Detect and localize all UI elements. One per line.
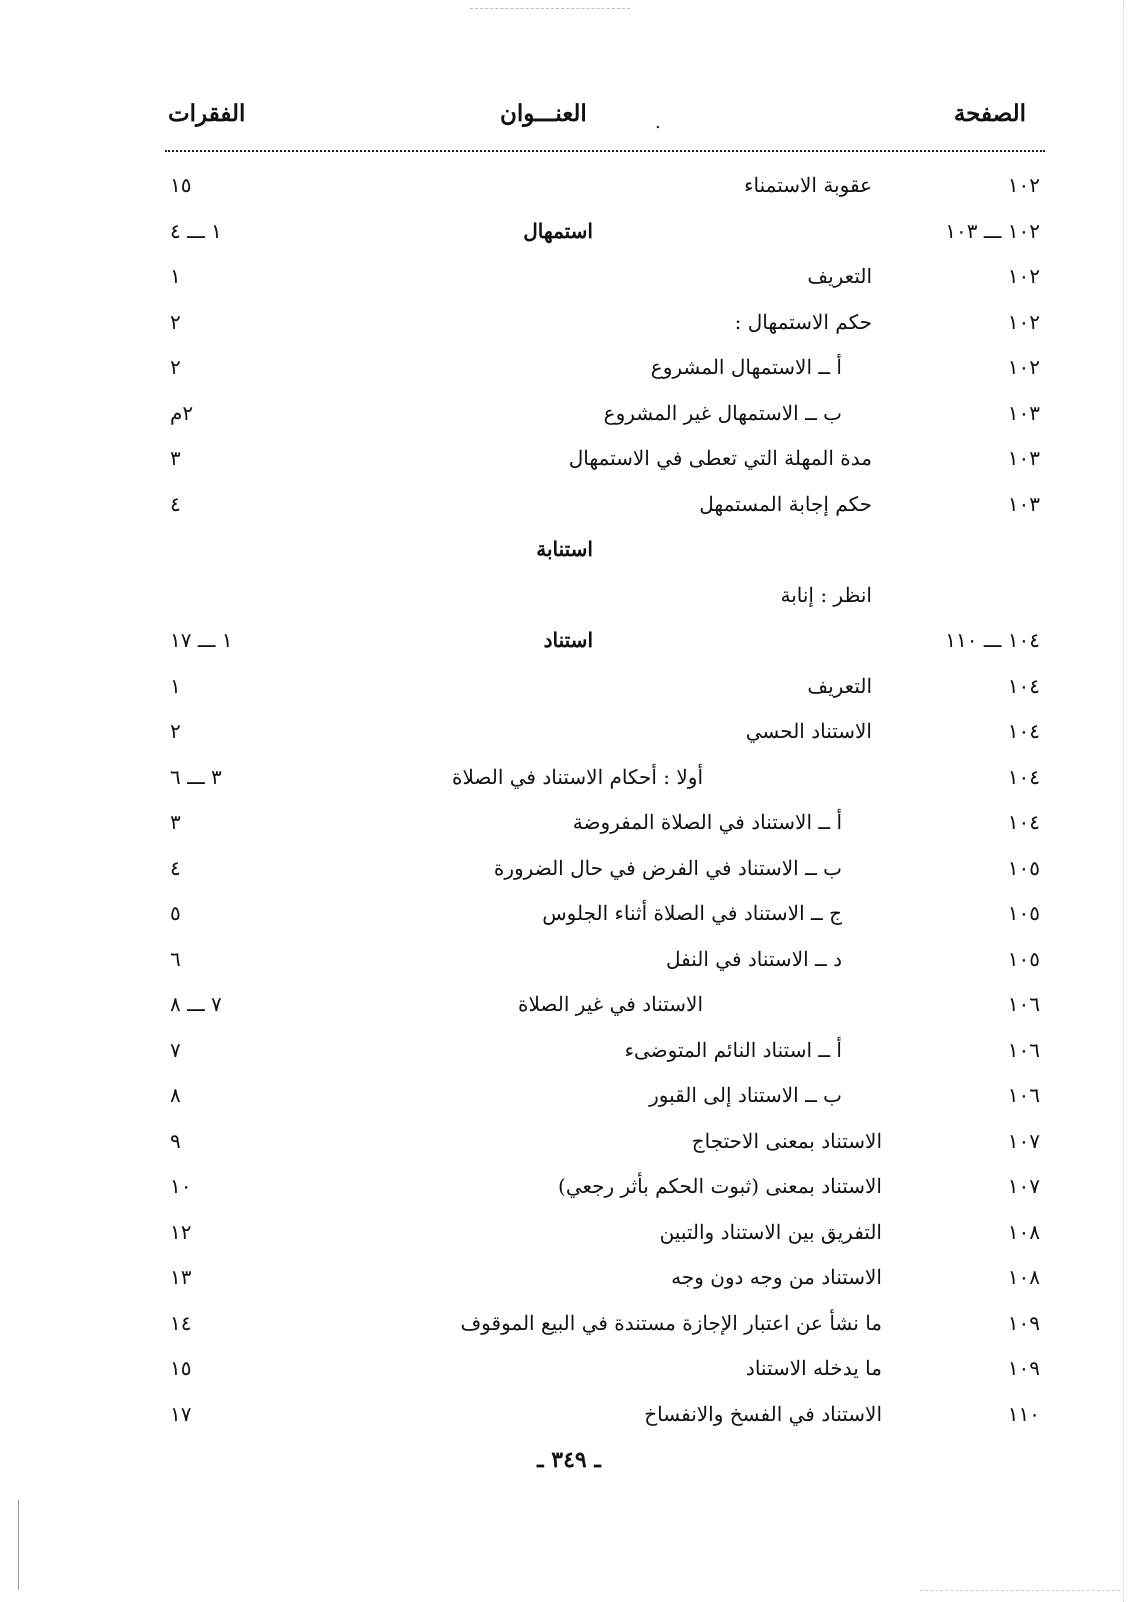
row-page: ١٠٩ — [1007, 1310, 1040, 1335]
row-paragraphs: ٨ — [170, 1083, 181, 1107]
row-paragraphs: ٤ — [170, 855, 181, 880]
row-title: انظر : إنابة — [780, 582, 872, 607]
table-row — [0, 1399, 1138, 1445]
row-paragraphs: ٧ — [170, 1037, 181, 1062]
row-page: ١٠٨ — [1007, 1219, 1040, 1244]
table-row — [0, 853, 1138, 899]
row-paragraphs: ٣ — [170, 810, 181, 834]
table-row — [0, 1171, 1138, 1217]
row-title: أولا : أحكام الاستناد في الصلاة — [451, 764, 703, 789]
header-dot: . — [655, 112, 661, 133]
row-paragraphs: ٩ — [170, 1128, 181, 1153]
row-paragraphs: ١٥ — [170, 1356, 192, 1380]
row-page: ١٠٤ — [1007, 764, 1040, 789]
row-page: ١٠٢ — [1007, 264, 1040, 288]
row-paragraphs: ٢ — [170, 355, 181, 379]
row-page: ١٠٣ — [1007, 446, 1040, 470]
row-title: ب ــ الاستمهال غير المشروع — [603, 400, 842, 425]
row-page: ١٠٧ — [1007, 1128, 1040, 1153]
table-row — [0, 1126, 1138, 1172]
row-page: ١٠٦ — [1007, 992, 1040, 1016]
row-paragraphs: ٣ ـــ ٦ — [170, 764, 222, 789]
row-title: أ ــ الاستمهال المشروع — [650, 355, 842, 379]
row-title: استمهال — [523, 218, 593, 243]
table-row — [0, 762, 1138, 808]
row-paragraphs: ٧ ـــ ٨ — [170, 992, 222, 1016]
row-page: ١٠٥ — [1007, 946, 1040, 971]
row-paragraphs: ١٥ — [170, 173, 192, 197]
row-page: ١٠٣ — [1007, 400, 1040, 425]
table-row — [0, 671, 1138, 717]
table-row — [0, 261, 1138, 307]
index-table — [0, 170, 1138, 1444]
bottom-scan-rule — [920, 1590, 1120, 1591]
table-row — [0, 307, 1138, 353]
row-paragraphs: ١٤ — [170, 1310, 192, 1335]
row-paragraphs: ٣ — [170, 446, 181, 470]
row-page: ١٠٥ — [1007, 901, 1040, 925]
table-row — [0, 989, 1138, 1035]
row-paragraphs: ٢ — [170, 719, 181, 743]
row-page: ١٠٦ — [1007, 1083, 1040, 1107]
table-row — [0, 1080, 1138, 1126]
table-row — [0, 1262, 1138, 1308]
row-paragraphs: ١٧ — [170, 1401, 192, 1426]
table-row — [0, 1217, 1138, 1263]
row-title: مدة المهلة التي تعطى في الاستمهال — [568, 446, 872, 470]
row-paragraphs: ١٣ — [170, 1265, 192, 1289]
row-title: الاستناد في غير الصلاة — [517, 992, 703, 1016]
row-paragraphs: ٦ — [170, 946, 181, 971]
row-title: حكم الاستمهال : — [734, 309, 872, 334]
row-paragraphs: ١٠ — [170, 1174, 192, 1198]
row-page: ١٠٢ — [1007, 173, 1040, 197]
table-row — [0, 489, 1138, 535]
row-paragraphs: ٢ — [170, 309, 181, 334]
row-title: الاستناد بمعنى (ثبوت الحكم بأثر رجعي) — [558, 1174, 882, 1198]
left-edge-line — [18, 1500, 19, 1590]
header-dotted-rule — [165, 150, 1045, 152]
row-page: ١٠٤ — [1007, 810, 1040, 834]
row-title: الاستناد الحسي — [745, 719, 872, 743]
header-paragraphs-label: الفقرات — [168, 100, 246, 127]
table-row — [0, 580, 1138, 626]
row-title: ب ــ الاستناد إلى القبور — [649, 1083, 842, 1107]
row-paragraphs: ١ — [170, 673, 181, 698]
table-row — [0, 716, 1138, 762]
table-row — [0, 944, 1138, 990]
table-row — [0, 534, 1138, 580]
page-number: ـ ٣٤٩ ـ — [537, 1447, 601, 1473]
header-title-label: العنـــوان — [500, 100, 587, 127]
row-page: ١٠٣ — [1007, 491, 1040, 516]
table-row — [0, 1353, 1138, 1399]
table-row — [0, 398, 1138, 444]
row-page: ١٠٦ — [1007, 1037, 1040, 1062]
row-title: استناد — [543, 628, 593, 652]
table-row — [0, 1035, 1138, 1081]
row-title: الاستناد بمعنى الاحتجاج — [691, 1128, 882, 1153]
row-title: عقوبة الاستمناء — [744, 173, 872, 197]
row-paragraphs: ٢م — [170, 400, 194, 425]
row-title: أ ــ الاستناد في الصلاة المفروضة — [572, 810, 842, 834]
row-paragraphs: ١ ـــ ١٧ — [170, 628, 233, 652]
row-title: استنابة — [536, 537, 593, 561]
row-title: ب ــ الاستناد في الفرض في حال الضرورة — [493, 855, 842, 880]
row-title: حكم إجابة المستمهل — [699, 491, 872, 516]
header-page-label: الصفحة — [953, 100, 1026, 127]
row-paragraphs: ١ — [170, 264, 181, 288]
table-row — [0, 625, 1138, 671]
row-page: ١١٠ — [1007, 1401, 1040, 1426]
row-page: ١٠٤ — [1007, 719, 1040, 743]
table-row — [0, 1308, 1138, 1354]
table-row — [0, 352, 1138, 398]
table-row — [0, 807, 1138, 853]
row-title: ما نشأ عن اعتبار الإجازة مستندة في البيع الموقوف — [460, 1310, 882, 1335]
row-title: الاستناد من وجه دون وجه — [671, 1265, 882, 1289]
row-page: ١٠٧ — [1007, 1174, 1040, 1198]
row-title: ج ــ الاستناد في الصلاة أثناء الجلوس — [542, 901, 842, 925]
row-page: ١٠٢ — [1007, 309, 1040, 334]
row-page: ١٠٤ — [1007, 673, 1040, 698]
table-row — [0, 216, 1138, 262]
top-scan-rule — [470, 8, 630, 9]
row-page: ١٠٢ ـــ ١٠٣ — [945, 218, 1040, 243]
row-paragraphs: ٤ — [170, 491, 181, 516]
row-page: ١٠٥ — [1007, 855, 1040, 880]
row-page: ١٠٩ — [1007, 1356, 1040, 1380]
table-row — [0, 898, 1138, 944]
row-page: ١٠٢ — [1007, 355, 1040, 379]
row-title: ما يدخله الاستناد — [745, 1356, 882, 1380]
row-page: ١٠٨ — [1007, 1265, 1040, 1289]
table-row — [0, 170, 1138, 216]
row-title: التعريف — [807, 673, 872, 698]
row-title: التعريف — [807, 264, 872, 288]
row-title: الاستناد في الفسخ والانفساخ — [644, 1401, 882, 1426]
row-paragraphs: ١٢ — [170, 1219, 192, 1244]
row-page: ١٠٤ ـــ ١١٠ — [945, 628, 1040, 652]
row-title: أ ــ استناد النائم المتوضىء — [624, 1037, 842, 1062]
row-title: د ــ الاستناد في النفل — [665, 946, 842, 971]
row-title: التفريق بين الاستناد والتبين — [659, 1219, 882, 1244]
row-paragraphs: ٥ — [170, 901, 181, 925]
table-row — [0, 443, 1138, 489]
row-paragraphs: ١ ـــ ٤ — [170, 218, 222, 243]
